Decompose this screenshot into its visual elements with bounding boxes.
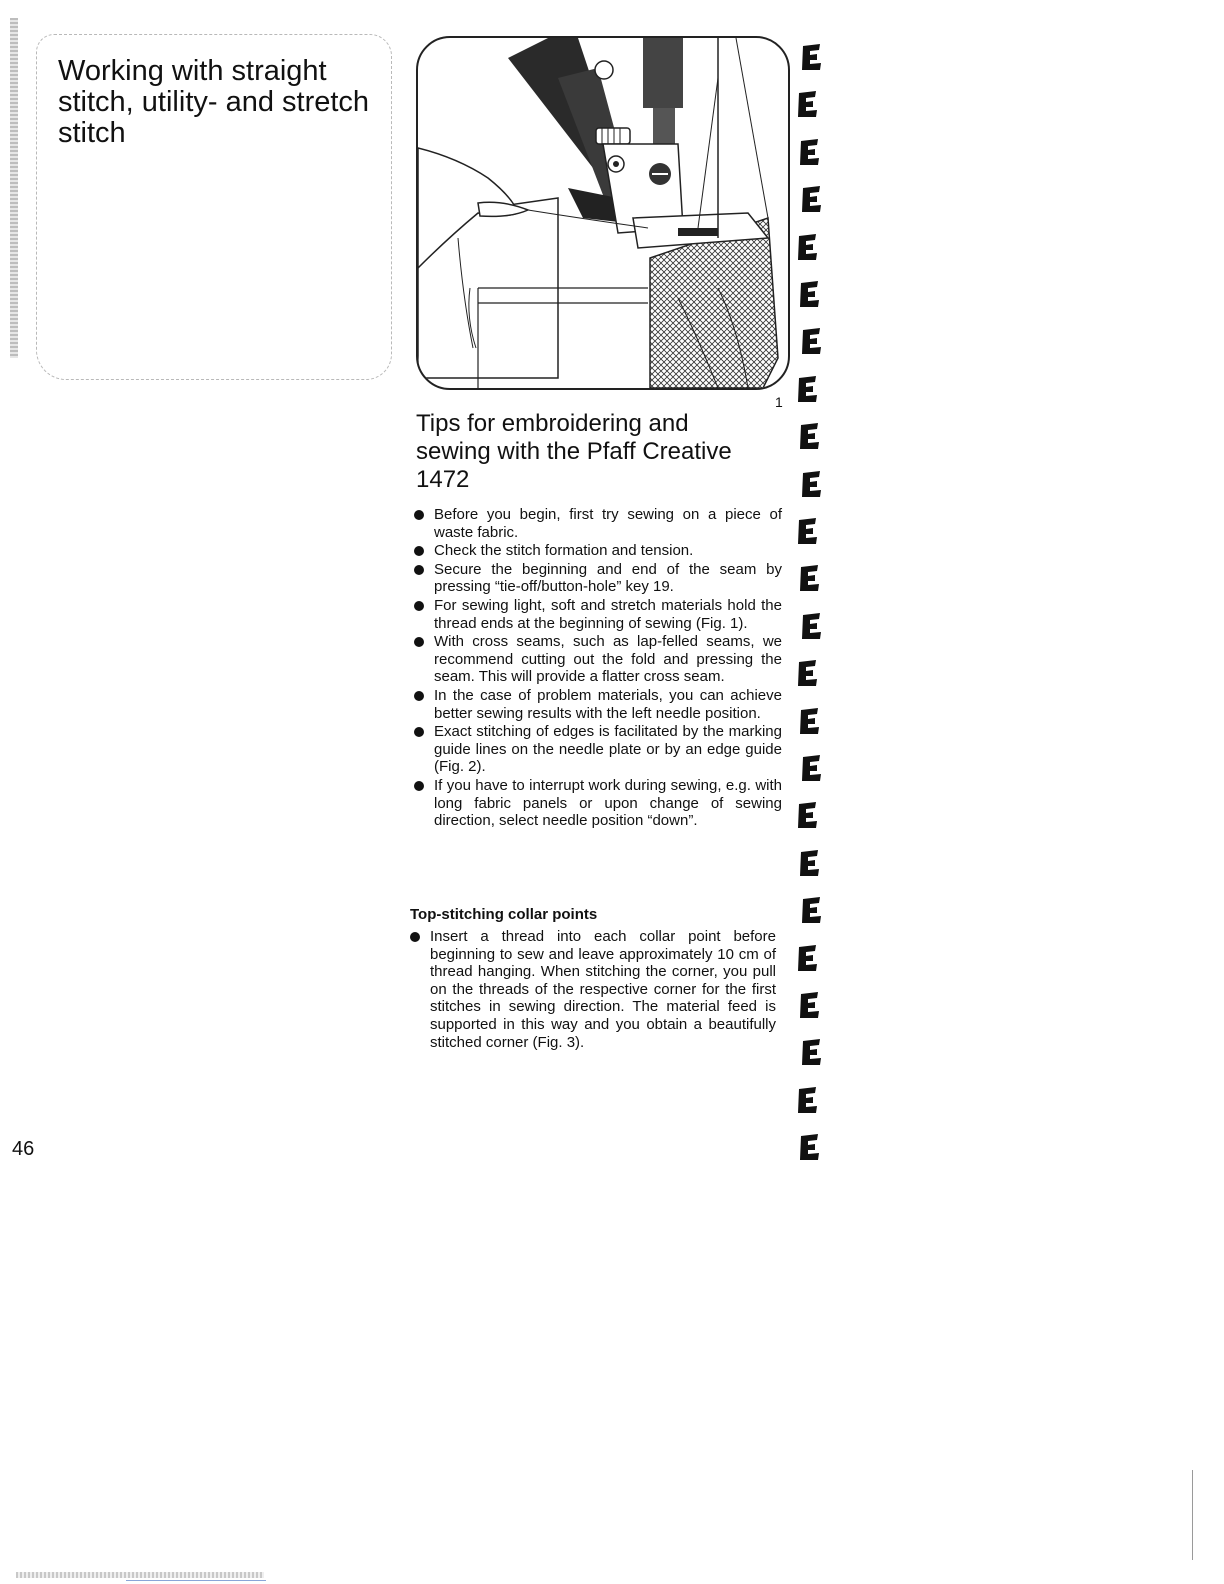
thumb-tab-e-icon: [798, 992, 828, 1020]
bullet-icon: [414, 637, 424, 647]
scan-line-right: [1192, 1470, 1193, 1560]
list-item: Before you begin, first try sewing on a piece of waste fabric.: [414, 506, 782, 541]
bullet-icon: [414, 565, 424, 575]
thumb-tab-e-icon: [796, 660, 826, 688]
list-item: Secure the beginning and end of the seam by pressing “tie-off/button-hole” key 19.: [414, 561, 782, 596]
thumb-tab-e-icon: [796, 234, 826, 262]
figure-number: 1: [775, 394, 783, 410]
topstitching-list: [410, 928, 776, 1052]
thumb-tab-e-icon: [798, 850, 828, 878]
thumb-tab-e-icon: [798, 423, 828, 451]
thumb-tab-e-icon: [800, 897, 830, 925]
bullet-icon: [414, 781, 424, 791]
thumb-tab-e-icon: [800, 1039, 830, 1067]
section-title: Working with straight stitch, utility- and stretch stitch: [58, 55, 370, 149]
thumb-tab-e-icon: [798, 139, 828, 167]
thumb-tab-e-icon: [796, 945, 826, 973]
thumb-tab-e-icon: [796, 518, 826, 546]
bullet-icon: [414, 691, 424, 701]
bullet-icon: [414, 546, 424, 556]
list-item: For sewing light, soft and stretch materials hold the thread ends at the beginning of sewing (Fig. 1).: [414, 597, 782, 632]
figure-1-frame: [416, 36, 790, 390]
thumb-tab-e-icon: [800, 328, 830, 356]
list-item: If you have to interrupt work during sewing, e.g. with long fabric panels or upon change of sewing direction, select needle position “down”.: [414, 777, 782, 830]
list-item: Exact stitching of edges is facilitated by the marking guide lines on the needle plate or by an edge guide (Fig. 2).: [414, 723, 782, 776]
presser-foot-illustration-icon: [418, 38, 788, 388]
thumb-tab-e-icon: [800, 44, 830, 72]
thumb-tab-e-icon: [796, 376, 826, 404]
list-item: Check the stitch formation and tension.: [414, 542, 782, 560]
thumb-tab-e-icon: [800, 755, 830, 783]
thumb-tab-e-icon: [796, 91, 826, 119]
scan-line-bottom: [126, 1580, 266, 1581]
bullet-icon: [410, 932, 420, 942]
thumb-tab-e-icon: [798, 281, 828, 309]
list-item: In the case of problem materials, you can achieve better sewing results with the left needle position.: [414, 687, 782, 722]
scan-artifact-bottom: [16, 1572, 264, 1578]
topstitching-heading: Top-stitching collar points: [410, 906, 598, 923]
thumb-tab-e-icon: [796, 802, 826, 830]
thumb-tab-e-icon: [798, 565, 828, 593]
thumb-tab-e-icon: [800, 471, 830, 499]
bullet-icon: [414, 510, 424, 520]
list-item: With cross seams, such as lap-felled seams, we recommend cutting out the fold and pressing the seam. This will provide a flatter cross seam.: [414, 633, 782, 686]
thumb-tab-e-icon: [798, 1134, 828, 1162]
bullet-icon: [414, 601, 424, 611]
list-item: Insert a thread into each collar point before beginning to sew and leave approximately 10 cm of thread hanging. When stitching the corner, you pull on the threads of the respective corner for the first stitches in sewing direction. The material feed is supported in this way and you obtain a beautifully stitched corner (Fig. 3).: [410, 928, 776, 1051]
thumb-tab-e-icon: [800, 186, 830, 214]
thumb-tab-e-icon: [796, 1087, 826, 1115]
page-number: 46: [12, 1138, 35, 1160]
tips-list: [414, 506, 782, 831]
thumb-tab-e-icon: [798, 708, 828, 736]
bullet-icon: [414, 727, 424, 737]
tips-heading: Tips for embroidering and sewing with the Pfaff Creative 1472: [416, 410, 732, 493]
thumb-tab-e-icon: [800, 613, 830, 641]
scan-artifact-left: [10, 18, 18, 358]
